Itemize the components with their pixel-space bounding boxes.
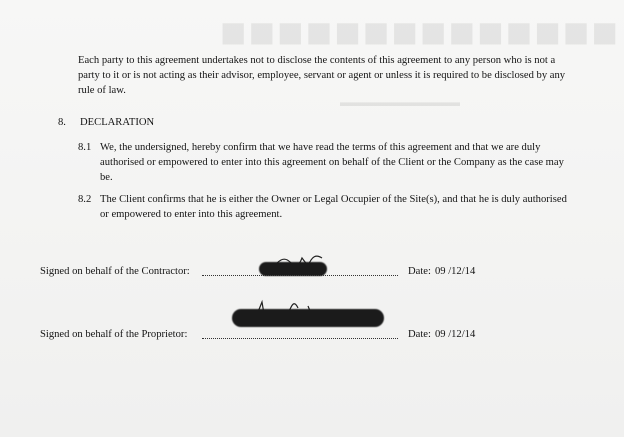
signature-line bbox=[202, 338, 398, 339]
section-number: 8. bbox=[58, 117, 66, 128]
contractor-signature-redaction bbox=[259, 262, 327, 276]
clause-8-1 bbox=[78, 140, 578, 185]
date-value: 09 /12/14 bbox=[434, 329, 476, 340]
clause-8-2 bbox=[78, 192, 578, 222]
contractor-signature-label: Signed on behalf of the Contractor: bbox=[40, 266, 190, 277]
clause-number: 8.2 bbox=[78, 194, 92, 205]
proprietor-signature-row bbox=[40, 327, 600, 351]
proprietor-signature-redaction bbox=[232, 309, 384, 327]
section-title: DECLARATION bbox=[80, 117, 155, 128]
confidentiality-paragraph: Each party to this agreement undertakes not to disclose the contents of this agreement to any person who is not a party to it or is not acting as their advisor, employee, servant or agent or unless it is required to be disclosed by any rule of law. bbox=[78, 55, 566, 96]
date-label: Date: bbox=[408, 266, 431, 277]
reverse-side-bleed-through-sub: ▬▬▬▬▬▬▬▬▬▬ bbox=[340, 95, 460, 109]
clause-text: We, the undersigned, hereby confirm that we have read the terms of this agreement and that we are duly authorised or empowered to enter into this agreement on behalf of the Client or the Company as the case may be. bbox=[100, 142, 564, 183]
proprietor-date bbox=[408, 327, 475, 342]
proprietor-signature-label: Signed on behalf of the Proprietor: bbox=[40, 329, 188, 340]
section-heading bbox=[58, 115, 258, 130]
clause-text: The Client confirms that he is either the Owner or Legal Occupier of the Site(s), and that he is duly authorised or empowered to enter into this agreement. bbox=[100, 194, 567, 220]
date-value: 09 /12/14 bbox=[434, 266, 476, 277]
contractor-date bbox=[408, 264, 475, 279]
date-label: Date: bbox=[408, 329, 431, 340]
clause-number: 8.1 bbox=[78, 142, 92, 153]
reverse-side-bleed-through: ■■■■■■■■■■■■■■ bbox=[217, 8, 618, 57]
